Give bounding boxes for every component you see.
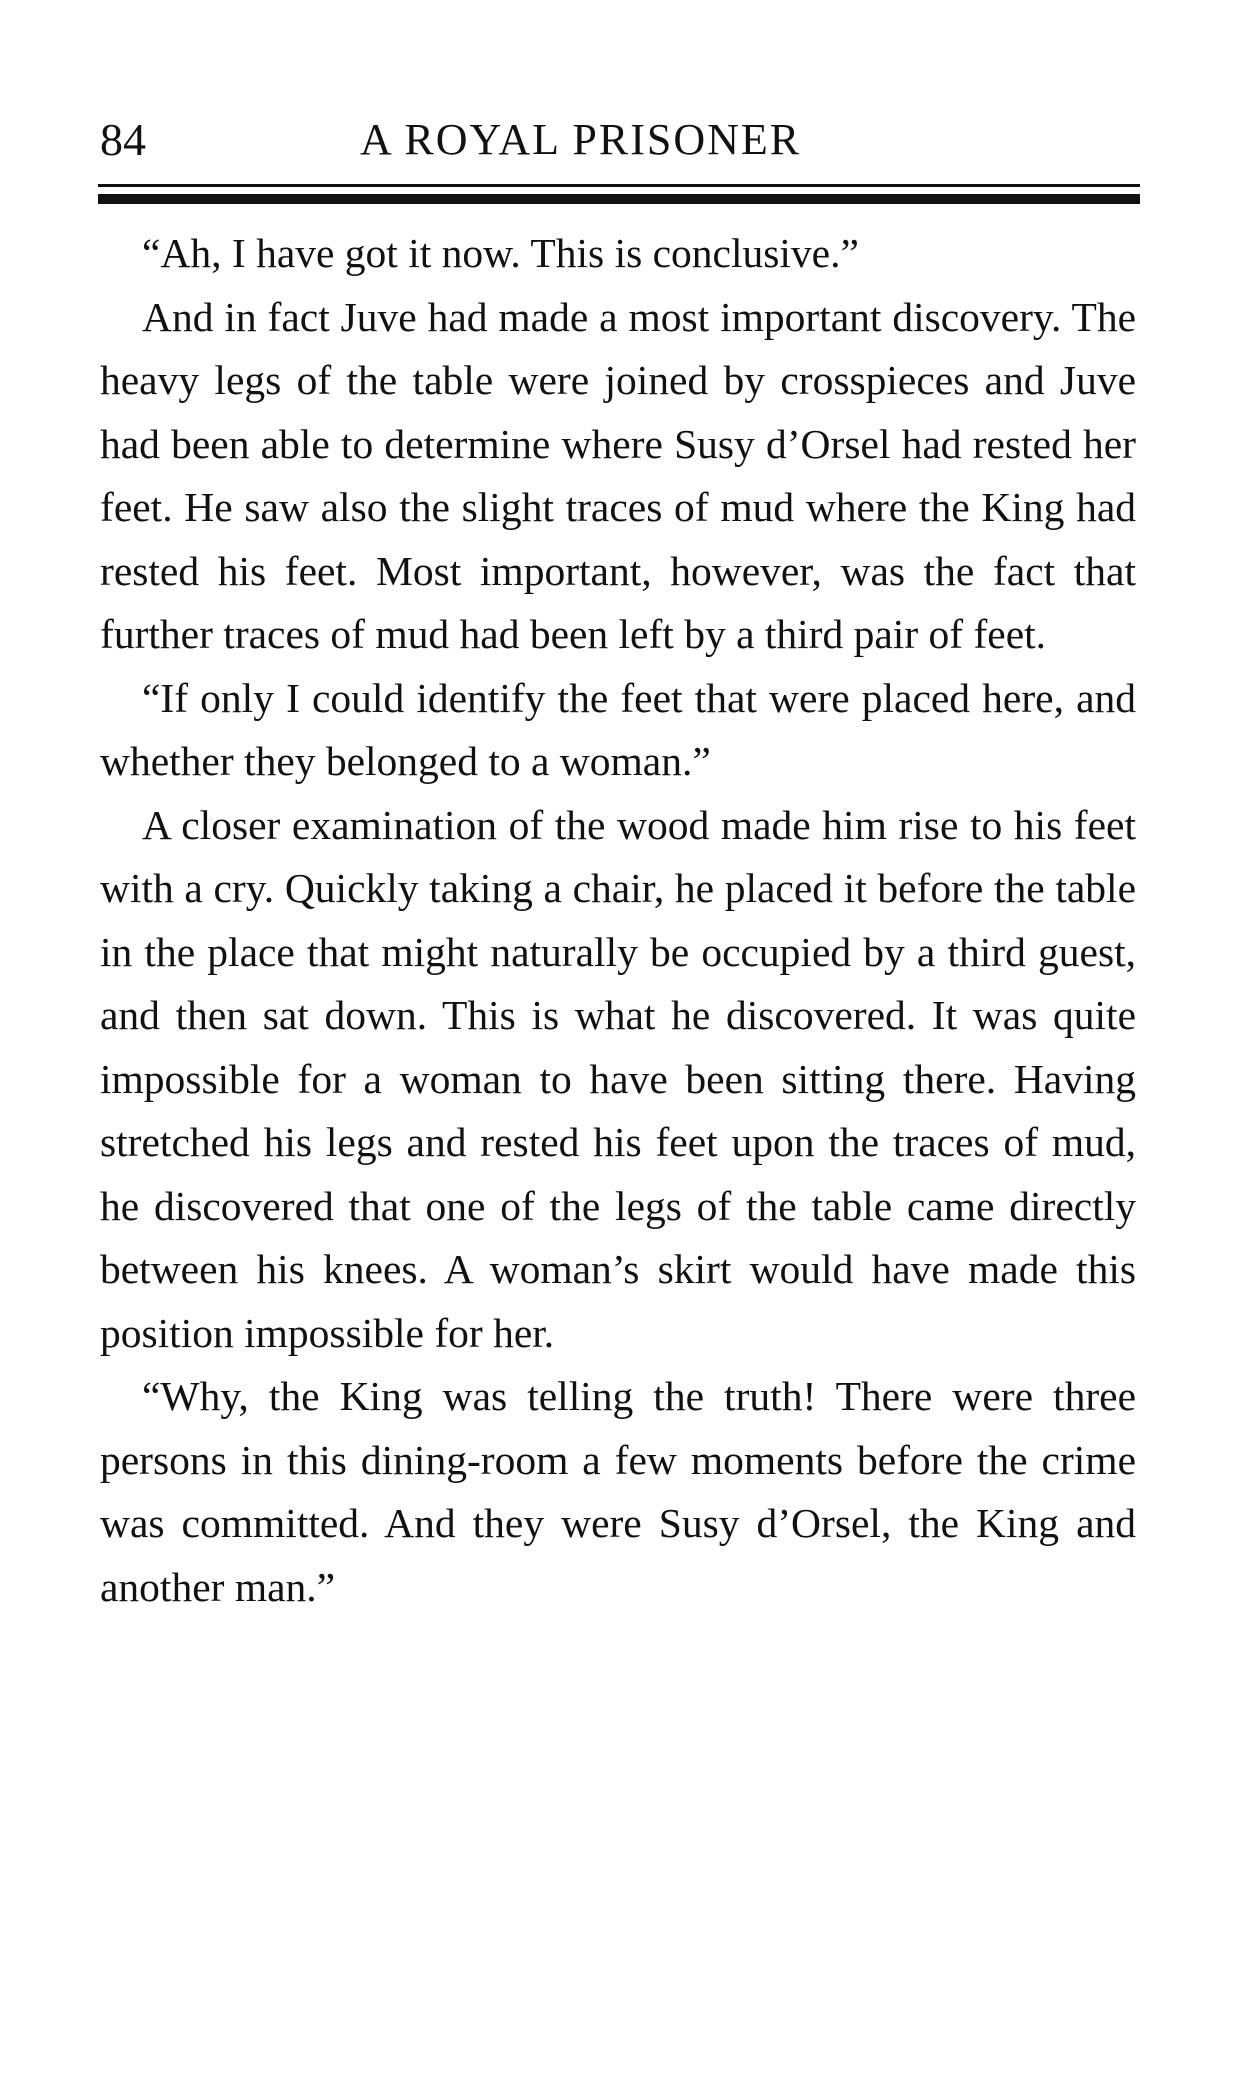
paragraph: “If only I could identify the feet that were placed here, and whether they belonged to a woman.” bbox=[100, 674, 1136, 784]
paragraph: “Ah, I have got it now. This is conclusive.” bbox=[142, 230, 859, 276]
running-title: A ROYAL PRISONER bbox=[360, 115, 802, 164]
paragraph: And in fact Juve had made a most important discovery. The heavy legs of the table were joined by crosspieces and Juve had been able to determine where Susy d’Orsel had rested her feet. He saw also the slight traces of mud where the King had rested his feet. Most important, however, was the fact that further traces of mud had been left by a third pair of feet. bbox=[100, 293, 1136, 657]
header-rule-thin bbox=[98, 184, 1140, 187]
paragraph: A closer examination of the wood made him rise to his feet with a cry. Quickly taking a chair, he placed it before the table in the place that might naturally be occupied by a third guest, and then sat down. This is what he discovered. It was quite impossible for a woman to have been sitting there. Having stretched his legs and rested his feet upon the traces of mud, he discovered that one of the legs of the table came directly between his knees. A woman’s skirt would have made this position impossible for her. bbox=[100, 801, 1136, 1356]
page-number: 84 bbox=[100, 114, 146, 165]
paragraph: “Why, the King was telling the truth! There were three persons in this dining-room a few moments before the crime was committed. And they were Susy d’Orsel, the King and another man.” bbox=[100, 1373, 1136, 1610]
body-text bbox=[100, 222, 1136, 1619]
header-rule-thick bbox=[98, 194, 1140, 204]
page-header bbox=[100, 110, 1140, 170]
